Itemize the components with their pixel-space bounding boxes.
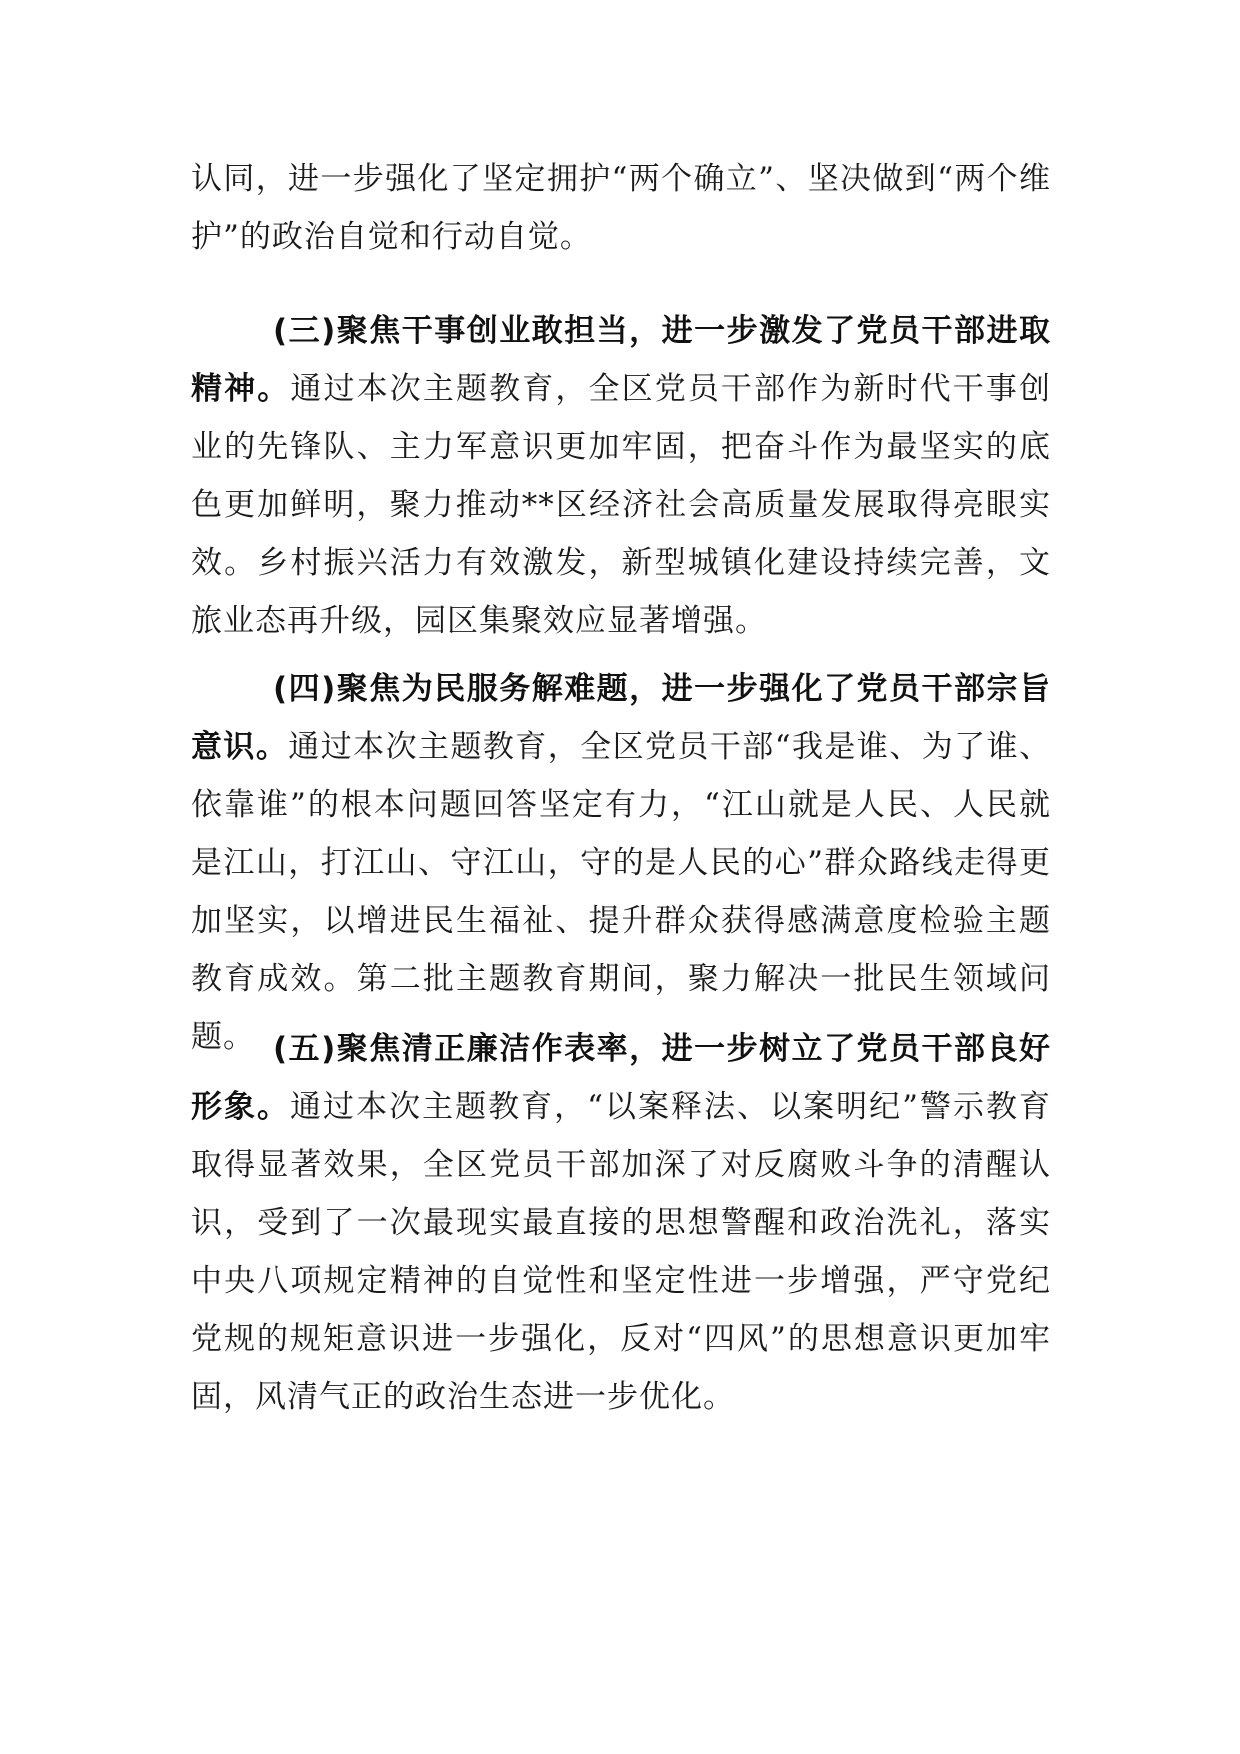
paragraph-section-3 <box>191 302 1051 650</box>
paragraph-continuation <box>191 150 1051 266</box>
paragraph-text: 通过本次主题教育，全区党员干部“我是谁、为了谁、依靠谁”的根本问题回答坚定有力，“江山就是人民、人民就是江山，打江山、守江山，守的是人民的心”群众路线走得更加坚实，以增进民生福祉、提升群众获得感满意度检验主题教育成效。第二批主题教育期间，聚力解决一批民生领域问题。 <box>191 729 1051 1055</box>
paragraph-section-5 <box>191 1020 1051 1426</box>
section-heading: (五)聚焦清正廉洁作表率，进一步树立了党员干部良好形象。 <box>191 1031 1051 1125</box>
paragraph-section-4 <box>191 660 1051 1066</box>
paragraph-body <box>191 1020 1051 1426</box>
paragraph-text: 通过本次主题教育，“以案释法、以案明纪”警示教育取得显著效果，全区党员干部加深了对反腐败斗争的清醒认识，受到了一次最现实最直接的思想警醒和政治洗礼，落实中央八项规定精神的自觉性和坚定性进一步增强，严守党纪党规的规矩意识进一步强化，反对“四风”的思想意识更加牢固，风清气正的政治生态进一步优化。 <box>191 1089 1052 1415</box>
paragraph-text: 认同，进一步强化了坚定拥护“两个确立”、坚决做到“两个维护”的政治自觉和行动自觉。 <box>191 161 1051 255</box>
section-heading: (三)聚焦干事创业敢担当，进一步激发了党员干部进取精神。 <box>191 313 1051 407</box>
paragraph-text: 通过本次主题教育，全区党员干部作为新时代干事创业的先锋队、主力军意识更加牢固，把奋斗作为最坚实的底色更加鲜明，聚力推动**区经济社会高质量发展取得亮眼实效。乡村振兴活力有效激发，新型城镇化建设持续完善，文旅业态再升级，园区集聚效应显著增强。 <box>191 371 1052 639</box>
section-heading: (四)聚焦为民服务解难题，进一步强化了党员干部宗旨意识。 <box>191 671 1051 765</box>
paragraph-body <box>191 302 1051 650</box>
paragraph-body <box>191 660 1051 1066</box>
